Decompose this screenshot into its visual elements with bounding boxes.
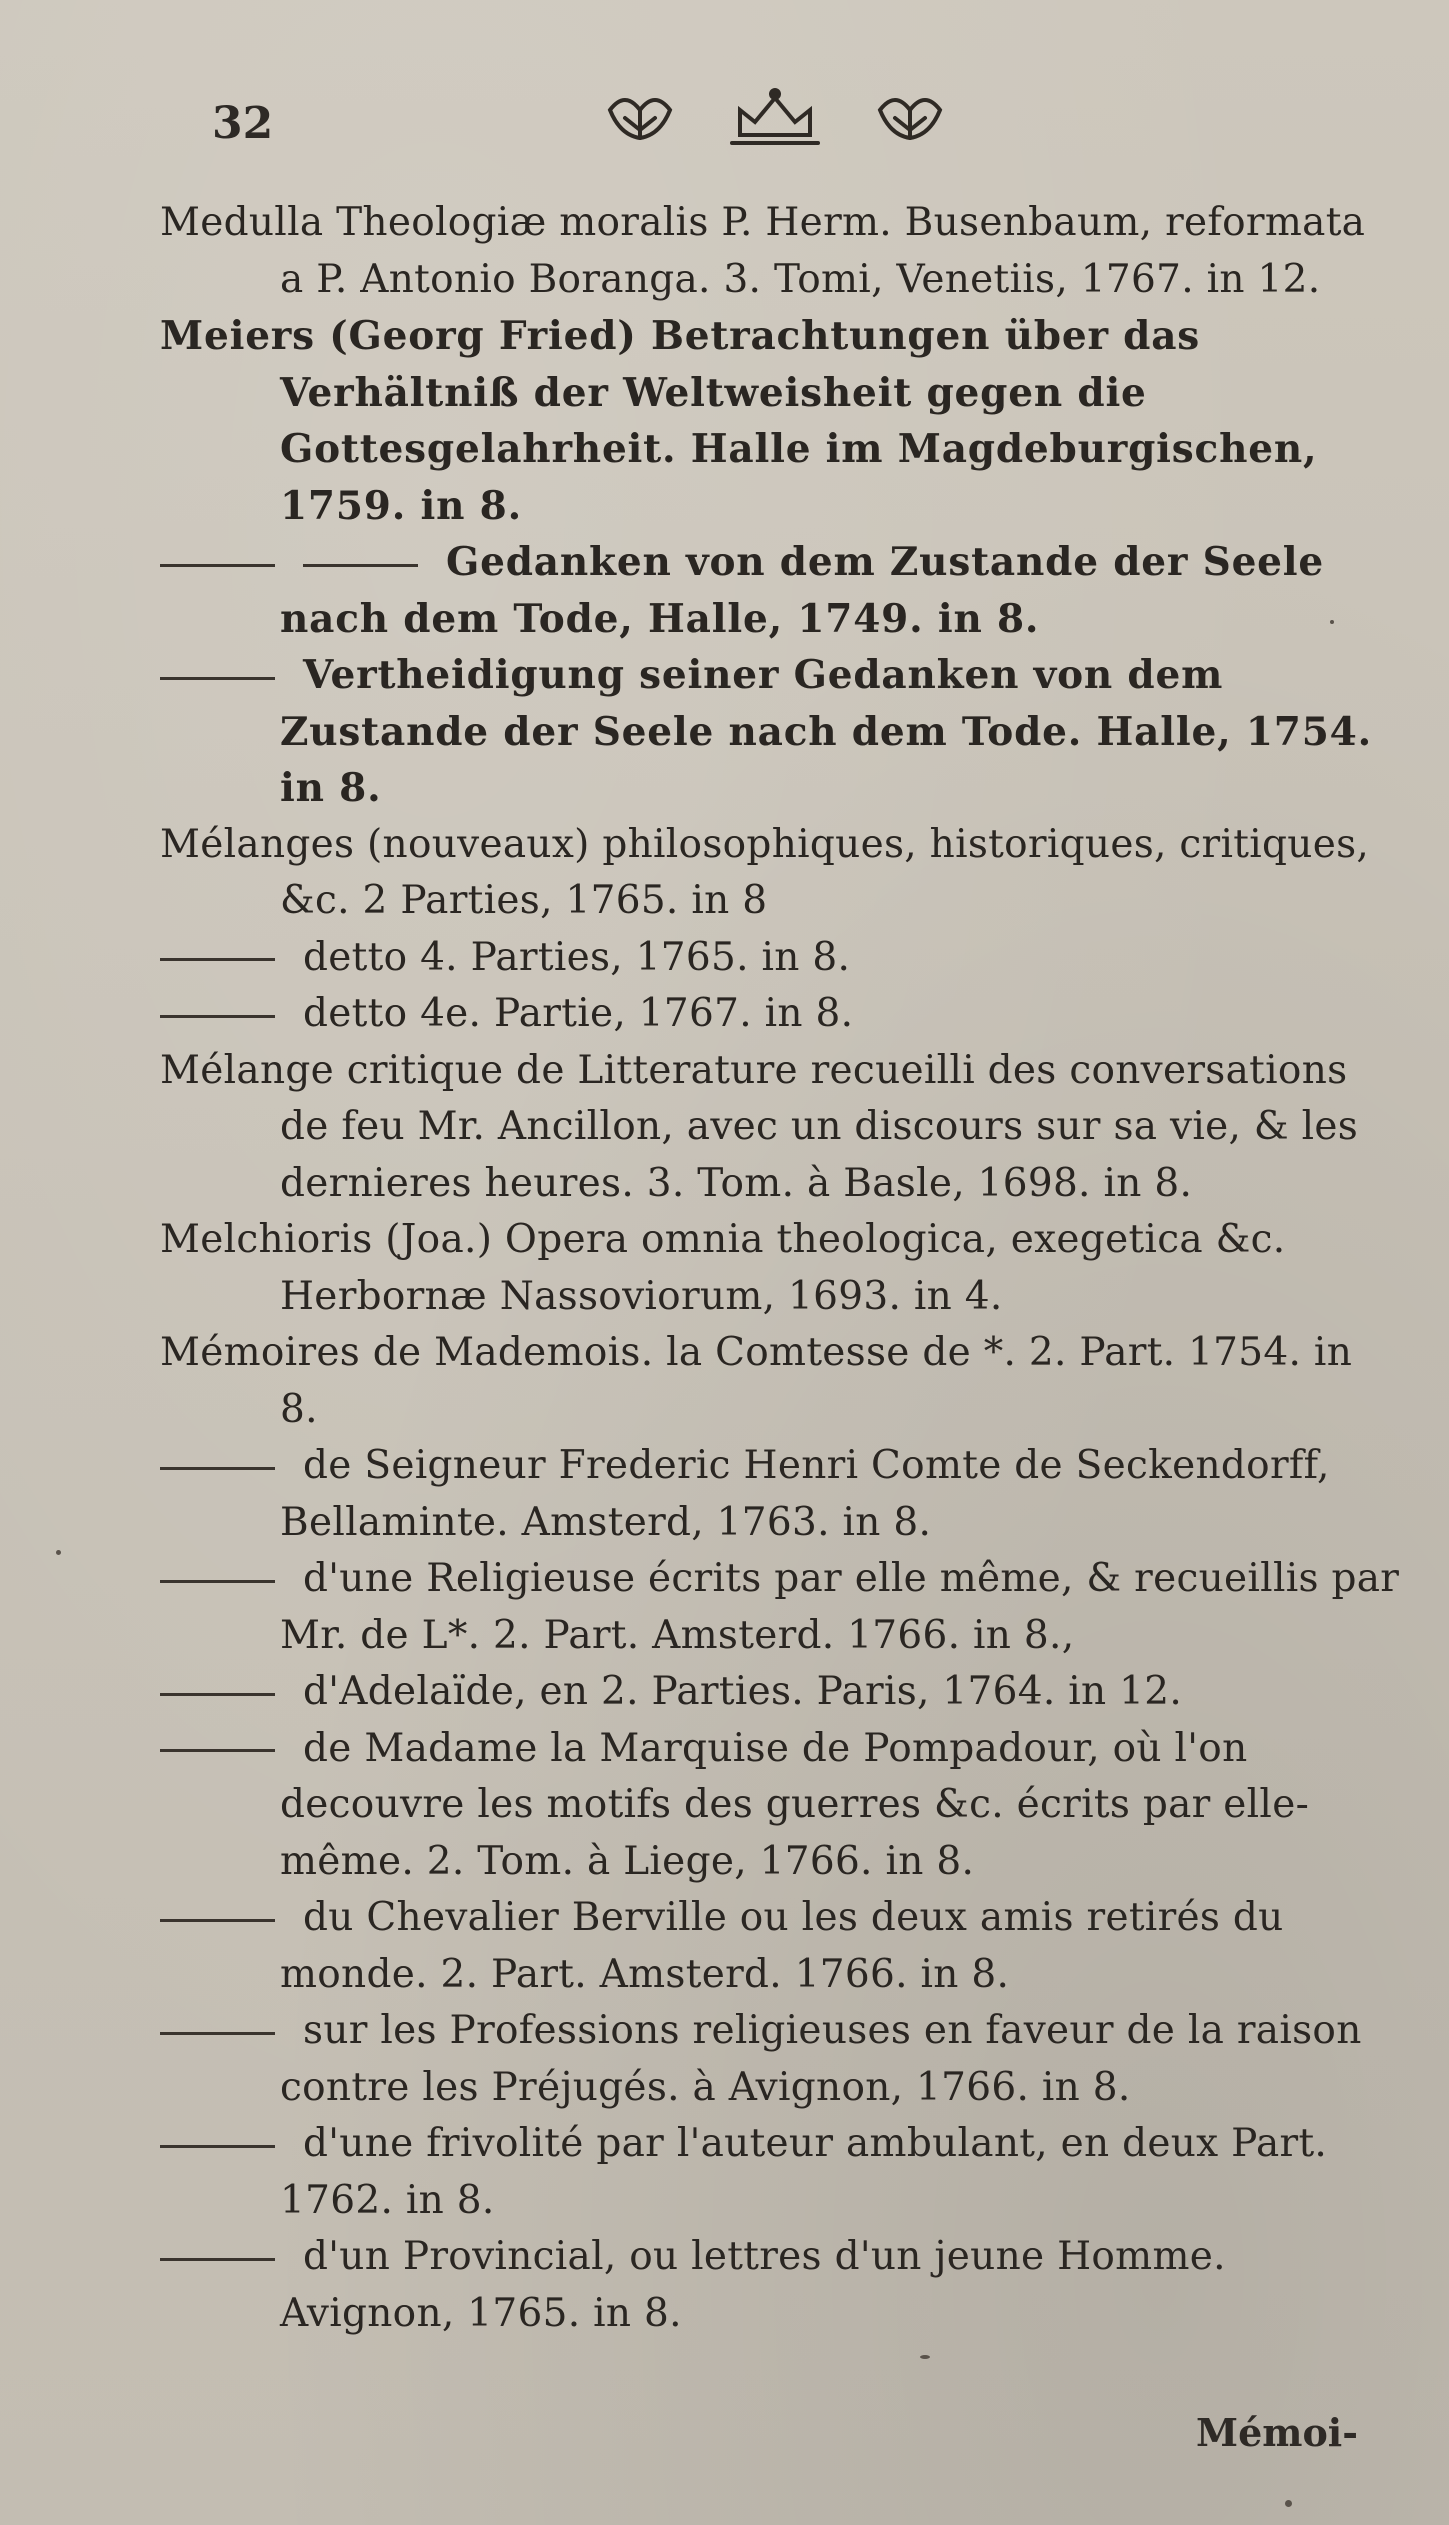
ditto-dash	[303, 564, 418, 567]
catalogue-entry	[160, 1212, 1400, 1325]
page-number: 32	[212, 98, 274, 149]
ditto-dash	[160, 1015, 275, 1018]
entry-text: Mémoires de Mademois. la Comtesse de *. 2. Part. 1754. in 8.	[160, 1330, 1353, 1432]
ditto-dash	[160, 1749, 275, 1752]
entry-text: Medulla Theologiæ moralis P. Herm. Busenbaum, reformata a P. Antonio Boranga. 3. Tomi, Venetiis, 1767. in 12.	[160, 200, 1366, 302]
ditto-dash	[160, 2032, 275, 2035]
entry-text: d'une Religieuse écrits par elle même, & recueillis par Mr. de L*. 2. Part. Amsterd. 1766. in 8.,	[280, 1556, 1400, 1658]
catalogue-entry	[160, 1438, 1400, 1551]
catchword: Mémoi-	[1196, 2410, 1359, 2455]
entry-text: Mélanges (nouveaux) philosophiques, historiques, critiques, &c. 2 Parties, 1765. in 8	[160, 821, 1370, 923]
catalogue-entry	[160, 308, 1400, 534]
entry-text: Melchioris (Joa.) Opera omnia theologica, exegetica &c. Herbornæ Nassoviorum, 1693. in 4.	[160, 1217, 1286, 1319]
entry-text: Meiers (Georg Fried) Betrachtungen über das Verhältniß der Weltweisheit gegen die Gottesgelahrheit. Halle im Magdeburgischen, 1759. in 8.	[160, 313, 1318, 529]
paper-speck	[56, 1550, 61, 1555]
entry-text: Vertheidigung seiner Gedanken von dem Zustande der Seele nach dem Tode. Halle, 1754. in 8.	[280, 652, 1372, 811]
entry-text: de Madame la Marquise de Pompadour, où l'on decouvre les motifs des guerres &c. écrits par elle-même. 2. Tom. à Liege, 1766. in 8.	[280, 1725, 1310, 1884]
entry-text: d'un Provincial, ou lettres d'un jeune Homme. Avignon, 1765. in 8.	[280, 2234, 1226, 2336]
ditto-dash	[160, 1693, 275, 1696]
entry-text: Mélange critique de Litterature recueilli des conversations de feu Mr. Ancillon, avec un discours sur sa vie, & les dernieres heures. 3. Tom. à Basle, 1698. in 8.	[160, 1047, 1359, 1206]
paper-speck	[1285, 2500, 1292, 2507]
entry-text: du Chevalier Berville ou les deux amis retirés du monde. 2. Part. Amsterd. 1766. in 8.	[280, 1895, 1284, 1997]
catalogue-entry	[160, 817, 1400, 930]
printers-ornament-icon	[600, 80, 950, 160]
ditto-dash	[160, 677, 275, 680]
catalogue-entry	[160, 986, 1400, 1043]
catalogue-entry	[160, 647, 1400, 817]
ditto-dash	[160, 958, 275, 961]
catalogue-entry	[160, 1890, 1400, 2003]
entry-text: d'Adelaïde, en 2. Parties. Paris, 1764. in 12.	[303, 1669, 1183, 1714]
catalogue-entry	[160, 2116, 1400, 2229]
ditto-dash	[160, 2145, 275, 2148]
ditto-dash	[160, 1580, 275, 1583]
entry-text: de Seigneur Frederic Henri Comte de Seckendorff, Bellaminte. Amsterd, 1763. in 8.	[280, 1443, 1330, 1545]
entry-text: d'une frivolité par l'auteur ambulant, en deux Part. 1762. in 8.	[280, 2121, 1328, 2223]
entry-text: detto 4. Parties, 1765. in 8.	[303, 934, 851, 980]
catalogue-entry	[160, 2229, 1400, 2342]
paper-speck	[920, 2355, 930, 2359]
catalogue-entries	[160, 195, 1400, 2342]
entry-text: Gedanken von dem Zustande der Seele nach dem Tode, Halle, 1749. in 8.	[280, 539, 1325, 642]
catalogue-entry	[160, 930, 1400, 987]
ditto-dash	[160, 1919, 275, 1922]
paper-speck	[1330, 620, 1334, 624]
catalogue-entry	[160, 1043, 1400, 1213]
entry-text: sur les Professions religieuses en faveur de la raison contre les Préjugés. à Avignon, 1766. in 8.	[280, 2008, 1362, 2110]
catalogue-entry	[160, 1325, 1400, 1438]
catalogue-entry	[160, 195, 1400, 308]
catalogue-entry	[160, 1721, 1400, 1891]
catalogue-entry	[160, 534, 1400, 647]
ditto-dash	[160, 1467, 275, 1470]
ditto-dash	[160, 2258, 275, 2261]
entry-text: detto 4e. Partie, 1767. in 8.	[303, 991, 854, 1036]
catalogue-entry	[160, 2003, 1400, 2116]
catalogue-entry	[160, 1551, 1400, 1664]
ditto-dash	[160, 564, 275, 567]
catalogue-entry	[160, 1664, 1400, 1721]
